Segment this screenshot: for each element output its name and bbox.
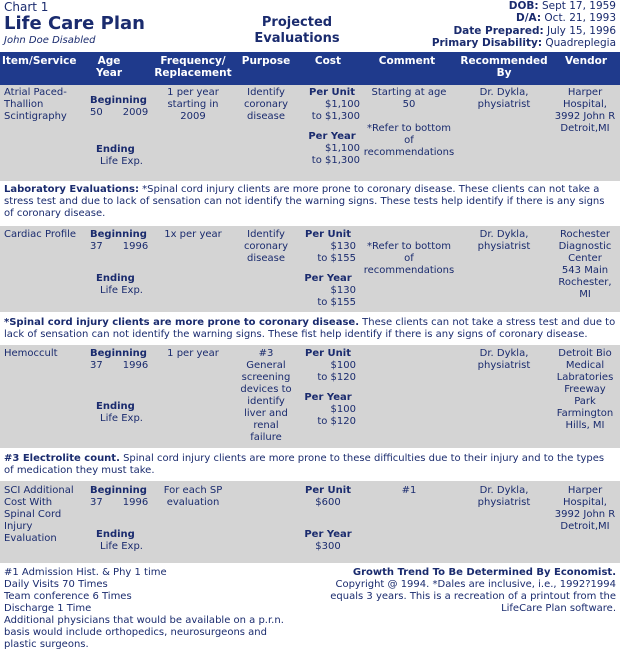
beginning-age: 37	[90, 360, 103, 371]
beginning-age: 37	[90, 497, 103, 508]
col-recommended-line1: Recommended	[460, 55, 548, 67]
note-text: These clients can not take a stress test and due to lack of sensation can not identify the warning signs. These fist help identify if there is any signs of coronary disease.	[4, 317, 616, 340]
row-cost	[300, 87, 360, 167]
row-item	[4, 348, 86, 360]
recommended-line: physiatrist	[477, 241, 531, 252]
primary-disability-value: Quadreplegia	[545, 36, 616, 49]
row-frequency	[150, 485, 236, 509]
dob-label: DOB:	[508, 0, 539, 12]
purpose-line: devices to	[240, 384, 292, 395]
ending-label: Ending	[96, 529, 135, 540]
row-frequency	[150, 348, 236, 360]
purpose-line: disease	[247, 111, 285, 122]
vendor-line: Harper	[567, 485, 603, 496]
vendor-line: Rochester	[560, 229, 610, 240]
row-recommended	[456, 348, 552, 372]
row-item-line: Cardiac Profile	[4, 229, 77, 240]
row-vendor	[552, 229, 618, 301]
ending-value: Life Exp.	[100, 541, 143, 552]
row-item-line: Evaluation	[4, 533, 57, 544]
vendor-line: Hospital,	[563, 99, 607, 110]
col-cost: Cost	[314, 55, 342, 67]
frequency-line: 1 per year	[167, 87, 219, 98]
purpose-line: disease	[247, 253, 285, 264]
page-header	[0, 0, 620, 52]
footer-line: Discharge 1 Time	[4, 603, 92, 614]
col-item-service: Item/Service	[2, 55, 77, 67]
col-age-year	[84, 55, 134, 79]
per-year-label: Per Year	[308, 131, 356, 142]
purpose-line: failure	[250, 432, 282, 443]
purpose-line: identify	[247, 396, 285, 407]
footer-line: LifeCare Plan software.	[501, 603, 616, 614]
beginning-values	[90, 107, 150, 119]
patient-info	[432, 0, 616, 49]
beginning-year: 2009	[122, 107, 149, 118]
row-comment	[362, 485, 456, 497]
vendor-line: Detroit,MI	[560, 521, 610, 532]
footer-copyright	[316, 567, 616, 615]
frequency-line: For each SP	[163, 485, 223, 496]
vendor-line: Freeway	[564, 384, 606, 395]
vendor-line: 3992 John R	[554, 509, 616, 520]
beginning-values	[90, 497, 150, 509]
subtitle-line-1: Projected	[261, 15, 333, 30]
row-item-line: Atrial Paced-	[4, 87, 67, 98]
beginning-label: Beginning	[90, 485, 147, 496]
per-year-label: Per Year	[304, 529, 352, 540]
col-frequency-line1: Frequency/	[160, 55, 226, 67]
vendor-line: Diagnostic	[558, 241, 612, 252]
recommended-line: Dr. Dykla,	[479, 485, 529, 496]
purpose-line: Identify	[247, 87, 285, 98]
comment-line: #1	[401, 485, 417, 496]
row-vendor	[552, 348, 618, 432]
recommended-line: physiatrist	[477, 497, 531, 508]
recommended-line: Dr. Dykla,	[479, 348, 529, 359]
row-vendor	[552, 485, 618, 533]
comment-line: recommendations	[363, 147, 455, 158]
row-vendor	[552, 87, 618, 135]
footer-line: Team conference 6 Times	[4, 591, 132, 602]
row-recommended	[456, 229, 552, 253]
beginning-year: 1996	[122, 360, 149, 371]
growth-trend-note: Growth Trend To Be Determined By Economist.	[352, 567, 616, 578]
comment-line: *Refer to bottom	[367, 123, 451, 134]
col-age: Age	[97, 55, 121, 67]
per-unit-value: $1,100	[325, 99, 360, 110]
vendor-line: Park	[574, 396, 596, 407]
table-row	[0, 345, 620, 448]
da-value: Oct. 21, 1993	[544, 12, 616, 25]
vendor-line: MI	[579, 289, 591, 300]
note-text: *Spinal cord injury clients are more prone to coronary disease. These clients can not take a stress test and due to lack of sensation can not identify the warning signs. These tests help identify if there is any signs of coronary disease.	[4, 184, 605, 219]
per-year-label: Per Year	[304, 392, 352, 403]
per-year-label: Per Year	[304, 273, 352, 284]
note-bold: Laboratory Evaluations:	[4, 184, 139, 195]
dob-value: Sept 17, 1959	[541, 0, 616, 12]
recommended-line: physiatrist	[477, 99, 531, 110]
row-item	[4, 229, 86, 241]
per-unit-value: to $120	[317, 372, 356, 383]
beginning-year: 1996	[122, 241, 149, 252]
footer-line: Additional physicians that would be available on a p.r.n.	[4, 615, 284, 626]
row-beginning	[90, 229, 150, 253]
ending-value: Life Exp.	[100, 156, 143, 167]
row-item-line: Thallion	[4, 99, 44, 110]
purpose-line: Identify	[247, 229, 285, 240]
per-year-value: to $120	[317, 416, 356, 427]
per-unit-label: Per Unit	[305, 348, 351, 359]
row-item	[4, 485, 86, 545]
vendor-line: Detroit,MI	[560, 123, 610, 134]
footer-line: Copyright @ 1994. *Dales are inclusive, i.e., 1992?1994	[335, 579, 616, 590]
beginning-values	[90, 241, 150, 253]
row-purpose	[238, 348, 294, 444]
note-laboratory-evaluations	[4, 184, 616, 220]
col-frequency	[150, 55, 236, 79]
ending-label: Ending	[96, 144, 135, 155]
comment-line: Starting at age	[371, 87, 447, 98]
footer-line: equals 3 years. This is a recreation of a printout from the	[330, 591, 616, 602]
row-ending	[96, 273, 156, 297]
row-cost	[300, 348, 356, 428]
row-ending	[96, 144, 156, 168]
col-year: Year	[95, 67, 123, 79]
vendor-line: Detroit Bio	[558, 348, 612, 359]
vendor-line: Hills, MI	[565, 420, 605, 431]
row-item-line: Injury	[4, 521, 33, 532]
per-unit-label: Per Unit	[305, 485, 351, 496]
beginning-values	[90, 360, 150, 372]
vendor-line: Center	[568, 253, 602, 264]
comment-line: *Refer to bottom	[367, 241, 451, 252]
primary-disability-row	[432, 37, 616, 49]
per-unit-value: $130	[330, 241, 356, 252]
patient-name: John Doe Disabled	[4, 35, 96, 46]
footer-notes	[4, 567, 304, 651]
purpose-line: #3	[258, 348, 274, 359]
vendor-line: 3992 John R	[554, 111, 616, 122]
chart-label: Chart 1	[4, 0, 49, 14]
vendor-line: Harper	[567, 87, 603, 98]
row-ending	[96, 529, 156, 553]
row-beginning	[90, 348, 150, 372]
frequency-line: 1 per year	[167, 348, 219, 359]
ending-label: Ending	[96, 273, 135, 284]
row-ending	[96, 401, 156, 425]
col-recommended-by	[456, 55, 552, 79]
ending-value: Life Exp.	[100, 413, 143, 424]
per-year-value: $1,100	[325, 143, 360, 154]
per-year-value: to $155	[317, 297, 356, 308]
per-unit-value: $100	[330, 360, 356, 371]
vendor-line: Medical	[565, 360, 605, 371]
per-year-value: $300	[315, 541, 341, 552]
vendor-line: Labratories	[556, 372, 614, 383]
vendor-line: 543 Main	[561, 265, 609, 276]
ending-label: Ending	[96, 401, 135, 412]
purpose-line: coronary	[243, 241, 289, 252]
comment-line: of	[404, 135, 414, 146]
row-item-line: Spinal Cord	[4, 509, 62, 520]
frequency-line: evaluation	[166, 497, 220, 508]
vendor-line: Farmington	[556, 408, 614, 419]
col-recommended-line2: By	[496, 67, 512, 79]
row-item	[4, 87, 86, 123]
per-year-value: $100	[330, 404, 356, 415]
col-comment: Comment	[378, 55, 436, 67]
row-item-line: SCI Additional	[4, 485, 74, 496]
vendor-line: Hospital,	[563, 497, 607, 508]
note-bold: *Spinal cord injury clients are more prone to coronary disease.	[4, 317, 359, 328]
da-label: D/A:	[515, 12, 542, 25]
col-vendor: Vendor	[564, 55, 608, 67]
row-frequency	[150, 229, 236, 241]
note-spinal-cord-injury	[4, 317, 616, 341]
row-recommended	[456, 87, 552, 111]
per-unit-value: to $1,300	[311, 111, 360, 122]
frequency-line: 1x per year	[164, 229, 222, 240]
table-row	[0, 85, 620, 181]
purpose-line: coronary	[243, 99, 289, 110]
row-comment	[362, 229, 456, 277]
note-text: Spinal cord injury clients are more prone to these difficulties due to their injury and to the types of medication they must take.	[4, 453, 605, 476]
row-item-line: Cost With	[4, 497, 53, 508]
recommended-line: physiatrist	[477, 360, 531, 371]
purpose-line: General	[246, 360, 286, 371]
vendor-line: Rochester,	[558, 277, 612, 288]
row-item-line: Scintigraphy	[4, 111, 67, 122]
ending-value: Life Exp.	[100, 285, 143, 296]
row-item-line: Hemoccult	[4, 348, 58, 359]
footer-line: plastic surgeons.	[4, 639, 89, 650]
col-purpose: Purpose	[241, 55, 291, 67]
per-unit-label: Per Unit	[305, 229, 351, 240]
beginning-age: 37	[90, 241, 103, 252]
note-bold: #3 Electrolite count.	[4, 453, 120, 464]
per-year-value: to $1,300	[311, 155, 360, 166]
beginning-label: Beginning	[90, 348, 147, 359]
row-comment	[362, 87, 456, 159]
row-recommended	[456, 485, 552, 509]
col-frequency-line2: Replacement	[154, 67, 232, 79]
row-cost	[300, 229, 356, 309]
purpose-line: screening	[241, 372, 291, 383]
row-frequency	[150, 87, 236, 123]
purpose-line: renal	[253, 420, 279, 431]
table-row	[0, 226, 620, 312]
date-prepared-row	[432, 25, 616, 37]
page-subtitle	[232, 15, 362, 47]
page-title: Life Care Plan	[4, 13, 145, 34]
note-electrolite-count	[4, 453, 616, 477]
subtitle-line-2: Evaluations	[254, 31, 340, 46]
per-unit-value: to $155	[317, 253, 356, 264]
frequency-line: 2009	[180, 111, 206, 122]
comment-line: of	[404, 253, 414, 264]
per-unit-label: Per Unit	[309, 87, 355, 98]
row-beginning	[90, 95, 150, 119]
comment-line: 50	[402, 99, 416, 110]
date-prepared-label: Date Prepared:	[453, 24, 544, 37]
row-purpose	[238, 87, 294, 123]
table-header	[0, 52, 620, 85]
beginning-age: 50	[90, 107, 103, 118]
table-row	[0, 481, 620, 563]
beginning-year: 1996	[122, 497, 149, 508]
per-unit-value: $600	[315, 497, 341, 508]
date-prepared-value: July 15, 1996	[547, 24, 616, 37]
primary-disability-label: Primary Disability:	[431, 36, 543, 49]
beginning-label: Beginning	[90, 229, 147, 240]
row-beginning	[90, 485, 150, 509]
comment-line: recommendations	[363, 265, 455, 276]
footer-line: basis would include orthopedics, neurosurgeons and	[4, 627, 267, 638]
recommended-line: Dr. Dykla,	[479, 87, 529, 98]
recommended-line: Dr. Dykla,	[479, 229, 529, 240]
footer-line: Daily Visits 70 Times	[4, 579, 108, 590]
beginning-label: Beginning	[90, 95, 147, 106]
per-year-value: $130	[330, 285, 356, 296]
frequency-line: starting in	[167, 99, 219, 110]
da-row	[432, 12, 616, 24]
row-cost	[300, 485, 356, 553]
dob-row	[432, 0, 616, 12]
purpose-line: liver and	[244, 408, 288, 419]
footer-line: #1 Admission Hist. & Phy 1 time	[4, 567, 167, 578]
row-purpose	[238, 229, 294, 265]
